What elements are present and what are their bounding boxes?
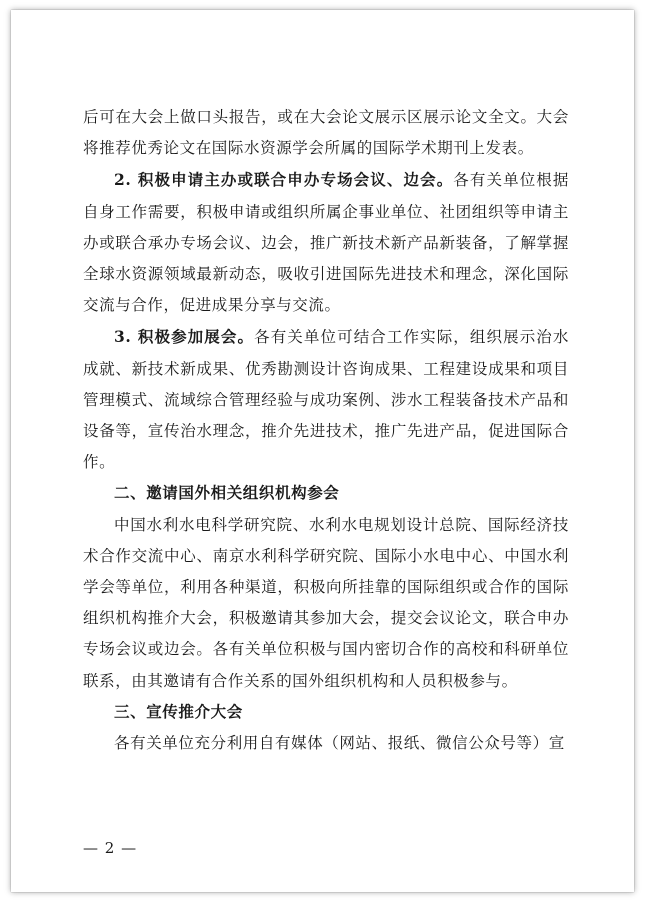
section-heading-promote: [83, 697, 569, 728]
paragraph-text: 后可在大会上做口头报告，或在大会论文展示区展示论文全文。大会将推荐优秀论文在国际水资源学会所属的国际学术期刊上发表。: [83, 108, 569, 158]
section-heading-text: 二、邀请国外相关组织机构参会: [114, 484, 340, 503]
paragraph-text: 中国水利水电科学研究院、水利水电规划设计总院、国际经济技术合作交流中心、南京水利科学研究院、国际小水电中心、中国水利学会等单位，利用各种渠道，积极向所挂靠的国际组织或合作的国际组织机构推介大会，积极邀请其参加大会，提交会议论文，联合申办专场会议或边会。各有关单位积极与国内密切合作的高校和科研单位联系，由其邀请有合作关系的国外组织机构和人员积极参与。: [83, 515, 569, 690]
document-body: [83, 102, 569, 759]
paragraph-promote-body: [83, 728, 569, 759]
paragraph-continuation: [83, 102, 569, 164]
paragraph-item-2: [83, 164, 569, 321]
page-number: — 2 —: [83, 839, 138, 857]
paragraph-text: 各有关单位可结合工作实际，组织展示治水成就、新技术新成果、优秀勘测设计咨询成果、工程建设成果和项目管理模式、流域综合管理经验与成功案例、涉水工程装备技术产品和设备等，宣传治水理念，推介先进技术，推广先进产品，促进国际合作。: [83, 328, 570, 472]
document-page: [11, 10, 634, 892]
section-heading-text: 三、宣传推介大会: [114, 702, 243, 721]
paragraph-item-3: [83, 321, 569, 478]
paragraph-text: 各有关单位根据自身工作需要，积极申请或组织所属企事业单位、社团组织等申请主办或联合承办专场会议、边会，推广新技术新产品新装备，了解掌握全球水资源领域最新动态，吸收引进国际先进技术和理念，深化国际交流与合作，促进成果分享与交流。: [83, 171, 570, 315]
paragraph-text: 各有关单位充分利用自有媒体（网站、报纸、微信公众号等）宣: [114, 734, 565, 753]
paragraph-invite-body: [83, 510, 569, 697]
item-lead: 3. 积极参加展会。: [114, 327, 255, 347]
section-heading-invite: [83, 478, 569, 509]
item-lead: 2. 积极申请主办或联合申办专场会议、边会。: [114, 170, 454, 190]
